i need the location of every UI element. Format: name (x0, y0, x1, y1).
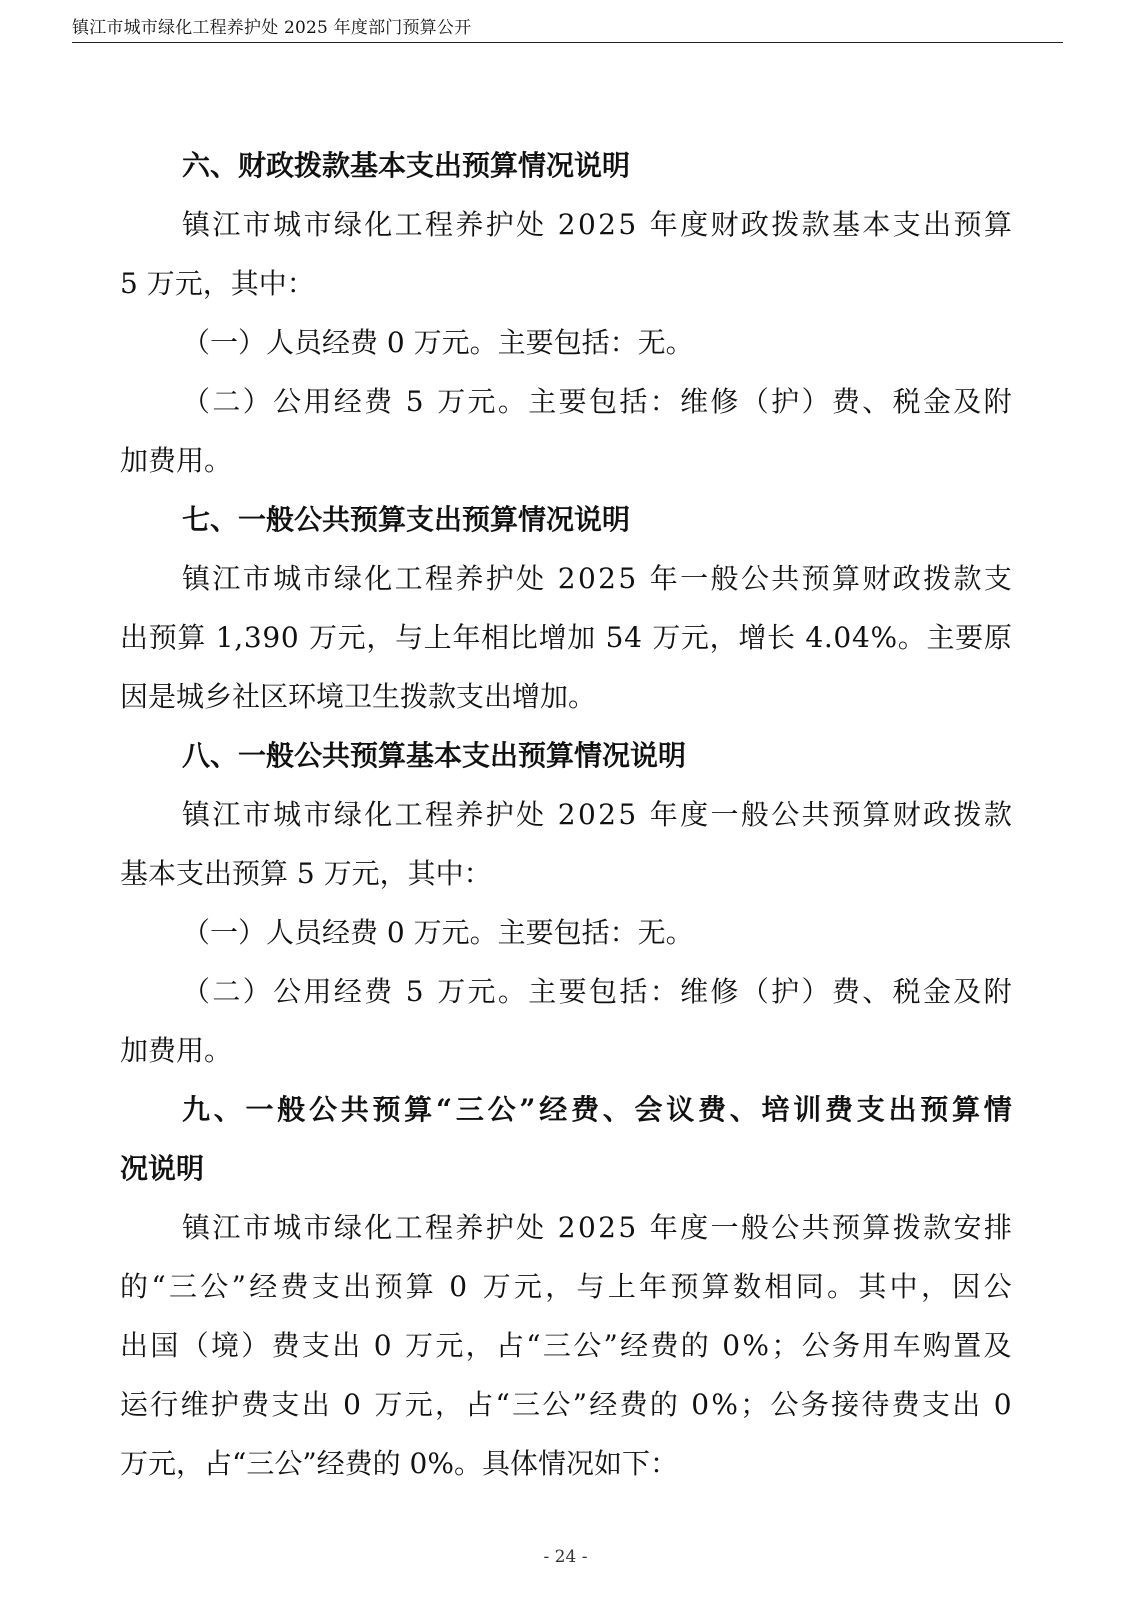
section-8-list-item: 加费用。 (120, 1034, 233, 1067)
section-9-paragraph-line: 镇 江 市 城 市 绿 化 工 程 养 护 处 2 0 2 5 年 度 一 般 公 共 预 算 拨 款 安 排 (182, 1211, 1012, 1244)
section-7-paragraph-line: 镇 江 市 城 市 绿 化 工 程 养 护 处 2 0 2 5 年 一 般 公 共 预 算 财 政 拨 款 支 (182, 562, 1012, 595)
section-7-paragraph-line: 因是城乡社区环境卫生拨款支出增加。 (120, 680, 597, 713)
section-8-paragraph-line: 镇 江 市 城 市 绿 化 工 程 养 护 处 2 0 2 5 年 度 一 般 公 共 预 算 财 政 拨 款 (182, 798, 1012, 831)
section-8-list-item: （ 二 ） 公 用 经 费 5 万 元 。 主 要 包 括 ： 维 修 （ 护 ） 费 、 税 金 及 附 (182, 975, 1012, 1008)
section-6-list-item: （一）人员经费 0 万元。主要包括：无。 (182, 326, 694, 359)
page-number: - 24 - (543, 1547, 588, 1567)
section-8-list-item: （一）人员经费 0 万元。主要包括：无。 (182, 916, 694, 949)
section-9-paragraph-line: 的 “ 三 公 ” 经 费 支 出 预 算 0 万 元 ， 与 上 年 预 算 数 相 同 。 其 中 ， 因 公 (120, 1270, 1012, 1303)
section-8-paragraph-line: 基本支出预算 5 万元，其中： (120, 857, 492, 890)
section-6-paragraph-line: 5 万元，其中： (120, 267, 315, 300)
section-6-list-item: 加费用。 (120, 444, 233, 477)
section-9-heading-continued: 况说明 (120, 1152, 205, 1185)
section-9-paragraph-line: 万元，占“三公”经费的 0%。具体情况如下： (120, 1447, 678, 1480)
section-9-heading: 九 、 一 般 公 共 预 算 “ 三 公 ” 经 费 、 会 议 费 、 培 训 费 支 出 预 算 情 (182, 1093, 1012, 1126)
page-header-title: 镇江市城市绿化工程养护处 2025 年度部门预算公开 (72, 18, 472, 38)
document-body (120, 136, 1012, 1493)
page-header (72, 14, 1063, 43)
section-6-list-item: （ 二 ） 公 用 经 费 5 万 元 。 主 要 包 括 ： 维 修 （ 护 ） 费 、 税 金 及 附 (182, 385, 1012, 418)
section-7-paragraph-line: 出 预 算 1 , 3 9 0 万 元 ， 与 上 年 相 比 增 加 5 4 万 元 ， 增 长 4 . 0 4 % 。 主 要 原 (120, 621, 1012, 654)
section-6-paragraph-line: 镇 江 市 城 市 绿 化 工 程 养 护 处 2 0 2 5 年 度 财 政 拨 款 基 本 支 出 预 算 (182, 208, 1012, 241)
section-6-heading: 六、财政拨款基本支出预算情况说明 (182, 149, 631, 182)
section-7-heading: 七、一般公共预算支出预算情况说明 (182, 503, 631, 536)
section-8-heading: 八、一般公共预算基本支出预算情况说明 (182, 739, 687, 772)
section-9-paragraph-line: 出 国 （ 境 ） 费 支 出 0 万 元 ， 占 “ 三 公 ” 经 费 的 0 % ； 公 务 用 车 购 置 及 (120, 1329, 1012, 1362)
section-9-paragraph-line: 运 行 维 护 费 支 出 0 万 元 ， 占 “ 三 公 ” 经 费 的 0 % ； 公 务 接 待 费 支 出 0 (120, 1388, 1012, 1421)
